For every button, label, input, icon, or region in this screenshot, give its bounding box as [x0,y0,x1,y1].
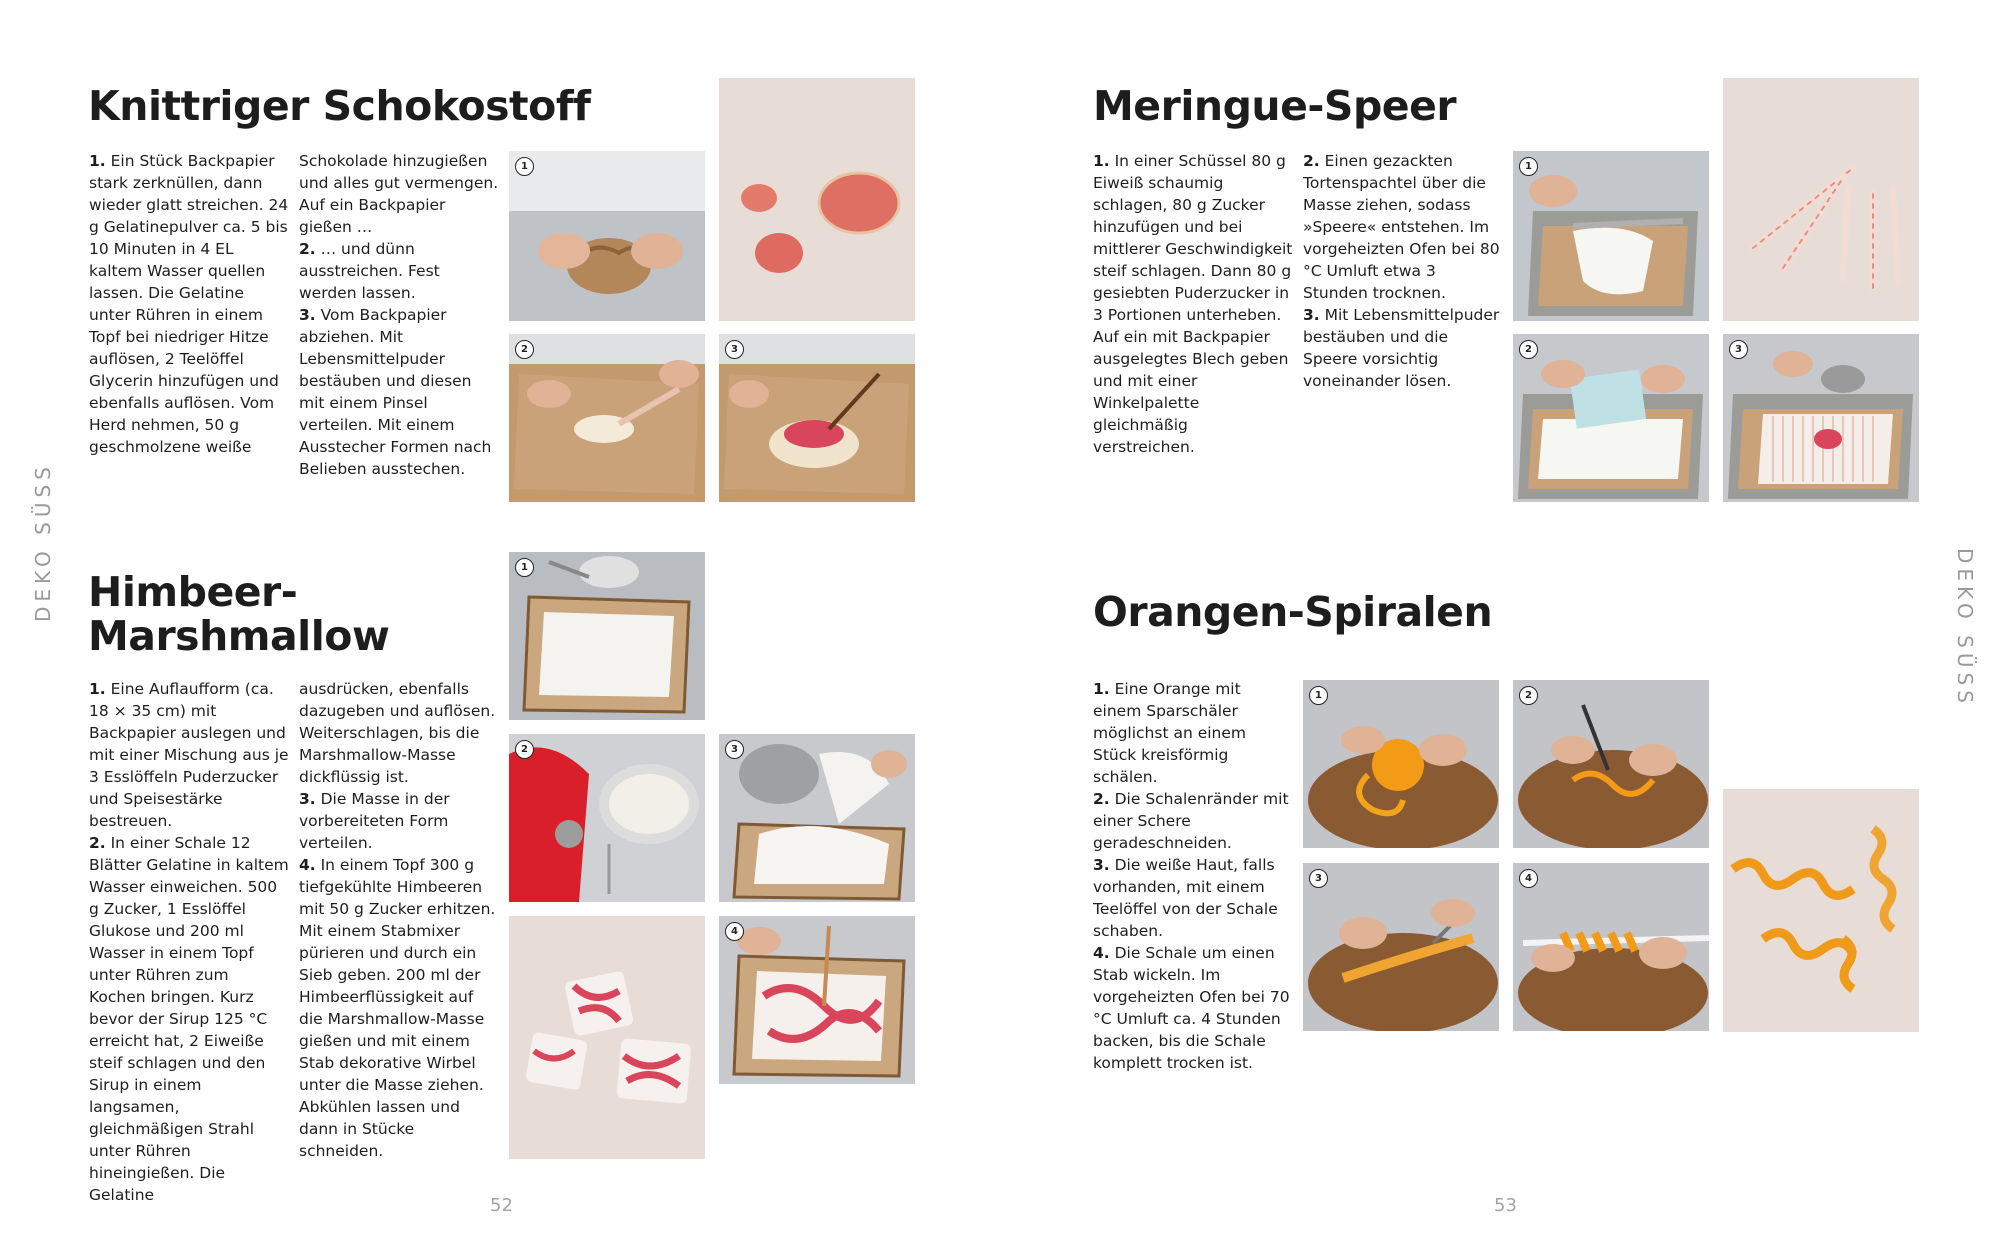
title-line: Marshmallow [88,612,390,660]
title-line: Himbeer- [88,568,298,616]
step-badge: 3 [1309,869,1328,888]
recipe-title-schokostoff: Knittriger Schokostoff [88,82,591,130]
photo-marshmallow-step-4 [719,916,915,1084]
side-label-right: DEKO SÜSS [1953,548,1977,708]
recipe-text-col2-meringue [1303,150,1503,392]
side-label-left: DEKO SÜSS [31,462,55,622]
recipe-text-col2-schokostoff [299,150,499,480]
step-paragraph: 4. Die Schale um einen Stab wickeln. Im vorgeheizten Ofen bei 70 °C Umluft ca. 4 Stunden backen, bis die Schale komplett trocken ist. [1093,944,1290,1072]
recipe-text-col1-marshmallow [89,678,289,1206]
step-paragraph: 2. Die Schalenränder mit einer Schere geradeschneiden. [1093,790,1289,852]
photo-orangen-result [1723,789,1919,1032]
photo-schokostoff-step-2 [509,334,705,502]
step-paragraph: 1. Ein Stück Backpapier stark zerknüllen, dann wieder glatt streichen. 24 g Gelatinepulver ca. 5 bis 10 Minuten in 4 EL kaltem Wasser quellen lassen. Die Gelatine unter Rühren in einem Topf bei niedriger Hitze auflösen, 2 Teelöffel Glycerin hinzufügen und ebenfalls auflösen. Vom Herd nehmen, 50 g geschmolzene weiße [89,152,289,456]
photo-marshmallow-result [509,916,705,1159]
step-badge: 3 [1729,340,1748,359]
step-paragraph: 3. Vom Backpapier abziehen. Mit Lebensmittelpuder bestäuben und diesen mit einem Pinsel verteilen. Mit einem Ausstecher Formen nach Belieben ausstechen. [299,306,492,478]
step-badge: 2 [515,340,534,359]
photo-marshmallow-step-3 [719,734,915,902]
recipe-title-orangen: Orangen-Spiralen [1093,588,1493,636]
step-paragraph: 1. Eine Orange mit einem Sparschäler möglichst an einem Stück kreisförmig schälen. [1093,680,1247,786]
photo-orangen-step-1 [1303,680,1499,848]
step-paragraph: 2. … und dünn ausstreichen. Fest werden lassen. [299,240,440,302]
photo-orangen-step-2 [1513,680,1709,848]
photo-meringue-step-3 [1723,334,1919,502]
step-badge: 1 [515,558,534,577]
step-badge: 4 [1519,869,1538,888]
step-paragraph: 4. In einem Topf 300 g tiefgekühlte Himbeeren mit 50 g Zucker erhitzen. Mit einem Stabmixer pürieren und durch ein Sieb geben. 200 ml der Himbeerflüssigkeit auf die Marshmallow-Masse gießen und mit einem Stab dekorative Wirbel unter die Masse ziehen. Abkühlen lassen und dann in Stücke schneiden. [299,856,496,1160]
photo-meringue-step-2 [1513,334,1709,502]
page-number-left: 52 [490,1195,513,1216]
step-paragraph: 1. In einer Schüssel 80 g Eiweiß schaumig schlagen, 80 g Zucker hinzufügen und bei mittlerer Geschwindigkeit steif schlagen. Dann 80 g gesiebten Puderzucker in 3 Portionen unterheben. Auf ein mit Backpapier ausgelegtes Blech geben und mit einer Winkelpalette gleichmäßig verstreichen. [1093,152,1293,456]
step-paragraph: Schokolade hinzugießen und alles gut vermengen. Auf ein Backpapier gießen … [299,152,499,236]
step-badge: 1 [1519,157,1538,176]
photo-orangen-step-4 [1513,863,1709,1031]
step-badge: 4 [725,922,744,941]
photo-marshmallow-step-2 [509,734,705,902]
recipe-title-marshmallow [88,570,389,658]
photo-marshmallow-step-1 [509,552,705,720]
step-badge: 2 [1519,686,1538,705]
step-paragraph: 3. Mit Lebensmittelpuder bestäuben und die Speere vorsichtig voneinander lösen. [1303,306,1500,390]
step-paragraph: 1. Eine Auflaufform (ca. 18 × 35 cm) mit Backpapier auslegen und mit einer Mischung aus je 3 Esslöffeln Puderzucker und Speisestärke bestreuen. [89,680,289,830]
recipe-text-col1-schokostoff [89,150,289,458]
photo-schokostoff-step-3 [719,334,915,502]
recipe-text-col1-orangen [1093,678,1293,1074]
photo-meringue-step-1 [1513,151,1709,321]
recipe-title-meringue: Meringue-Speer [1093,82,1457,130]
step-badge: 3 [725,740,744,759]
recipe-text-col2-marshmallow [299,678,499,1162]
step-badge: 1 [1309,686,1328,705]
step-badge: 3 [725,340,744,359]
recipe-text-col1-meringue [1093,150,1293,458]
photo-orangen-step-3 [1303,863,1499,1031]
step-paragraph: 2. In einer Schale 12 Blätter Gelatine in kaltem Wasser einweichen. 500 g Zucker, 1 Esslöffel Glukose und 200 ml Wasser in einem Topf unter Rühren zum Kochen bringen. Kurz bevor der Sirup 125 °C erreicht hat, 2 Eiweiße steif schlagen und den Sirup in einem langsamen, gleichmäßigen Strahl unter Rühren hineingießen. Die Gelatine [89,834,289,1204]
step-paragraph: ausdrücken, ebenfalls dazugeben und auflösen. Weiterschlagen, bis die Marshmallow-Masse dickflüssig ist. [299,680,496,786]
photo-meringue-result [1723,78,1919,321]
step-paragraph: 2. Einen gezackten Tortenspachtel über die Masse ziehen, sodass »Speere« entstehen. Im vorgeheizten Ofen bei 80 °C Umluft etwa 3 Stunden trocknen. [1303,152,1500,302]
step-badge: 1 [515,157,534,176]
photo-schokostoff-result [719,78,915,321]
step-badge: 2 [1519,340,1538,359]
page-number-right: 53 [1494,1195,1517,1216]
step-badge: 2 [515,740,534,759]
step-paragraph: 3. Die Masse in der vorbereiteten Form verteilen. [299,790,450,852]
photo-schokostoff-step-1 [509,151,705,321]
step-paragraph: 3. Die weiße Haut, falls vorhanden, mit einem Teelöffel von der Schale schaben. [1093,856,1278,940]
